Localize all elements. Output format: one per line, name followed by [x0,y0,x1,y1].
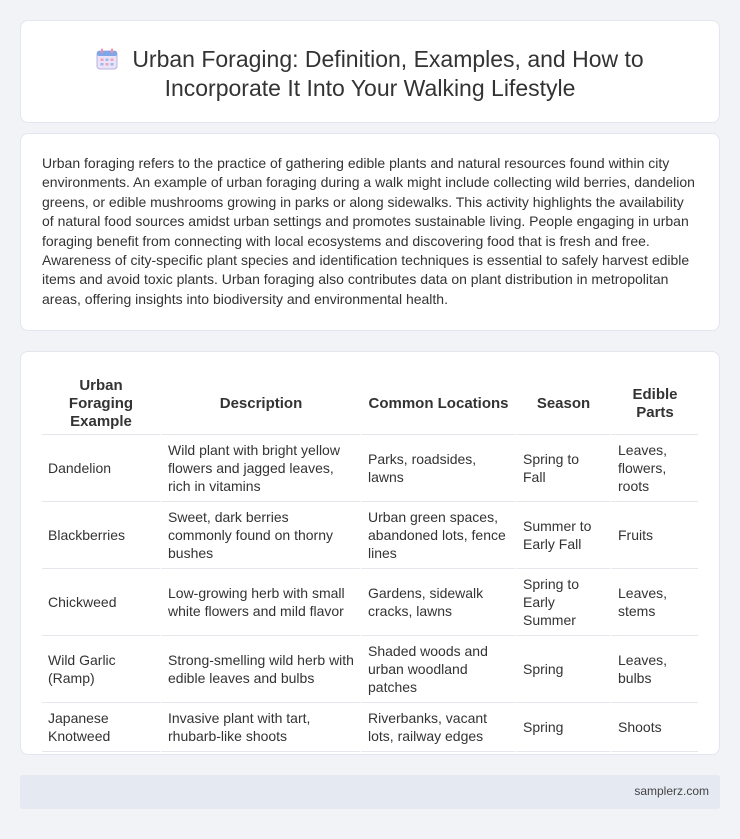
cell-example: Dandelion [42,435,160,502]
cell-example: Wild Garlic (Ramp) [42,636,160,703]
footer-site-link[interactable]: samplerz.com [634,784,709,798]
footer-bar [20,775,720,809]
calendar-icon [96,48,118,70]
cell-example: Blackberries [42,502,160,569]
header-locations: Common Locations [360,374,515,435]
cell-locations: Parks, roadsides, lawns [360,435,515,502]
cell-season: Spring [515,636,610,703]
table-row [42,636,698,703]
cell-season: Spring [515,703,610,752]
intro-paragraph: Urban foraging refers to the practice of gathering edible plants and natural resources found within city environments. An example of urban foraging during a walk might include collecting wild berries, dandelion greens, or edible mushrooms growing in parks or along sidewalks. This activity highlights the availability of natural food sources amidst urban settings and promotes sustainable living. People engaging in urban foraging benefit from connecting with local ecosystems and discovering food that is fresh and free. Awareness of city-specific plant species and identification techniques is essential to safely harvest edible items and avoid toxic plants. Urban foraging also contributes data on plant distribution in metropolitan areas, offering insights into biodiversity and environmental health. [42,155,695,307]
table-card [20,351,720,755]
cell-edible-parts: Fruits [610,502,698,569]
cell-edible-parts: Shoots [610,703,698,752]
cell-locations: Urban green spaces, abandoned lots, fence lines [360,502,515,569]
cell-description: Wild plant with bright yellow flowers and jagged leaves, rich in vitamins [160,435,360,502]
table-row [42,569,698,636]
header-description: Description [160,374,360,435]
cell-example: Chickweed [42,569,160,636]
cell-description: Sweet, dark berries commonly found on thorny bushes [160,502,360,569]
cell-edible-parts: Leaves, bulbs [610,636,698,703]
page-title-wrap [21,45,719,103]
cell-locations: Shaded woods and urban woodland patches [360,636,515,703]
cell-locations: Riverbanks, vacant lots, railway edges [360,703,515,752]
header-edible-parts: Edible Parts [610,374,698,435]
table-row [42,703,698,752]
table-row [42,435,698,502]
cell-edible-parts: Leaves, stems [610,569,698,636]
foraging-table [42,374,698,752]
cell-description: Low-growing herb with small white flowers and mild flavor [160,569,360,636]
cell-edible-parts: Leaves, flowers, roots [610,435,698,502]
title-card [20,20,720,123]
intro-card [20,133,720,331]
table-row [42,502,698,569]
cell-locations: Gardens, sidewalk cracks, lawns [360,569,515,636]
header-example: Urban Foraging Example [42,374,160,435]
cell-season: Summer to Early Fall [515,502,610,569]
cell-season: Spring to Fall [515,435,610,502]
cell-example: Japanese Knotweed [42,703,160,752]
table-header-row [42,374,698,435]
header-season: Season [515,374,610,435]
cell-season: Spring to Early Summer [515,569,610,636]
cell-description: Strong-smelling wild herb with edible leaves and bulbs [160,636,360,703]
cell-description: Invasive plant with tart, rhubarb-like shoots [160,703,360,752]
page-title: Urban Foraging: Definition, Examples, and How to Incorporate It Into Your Walking Lifestyle [132,46,644,101]
